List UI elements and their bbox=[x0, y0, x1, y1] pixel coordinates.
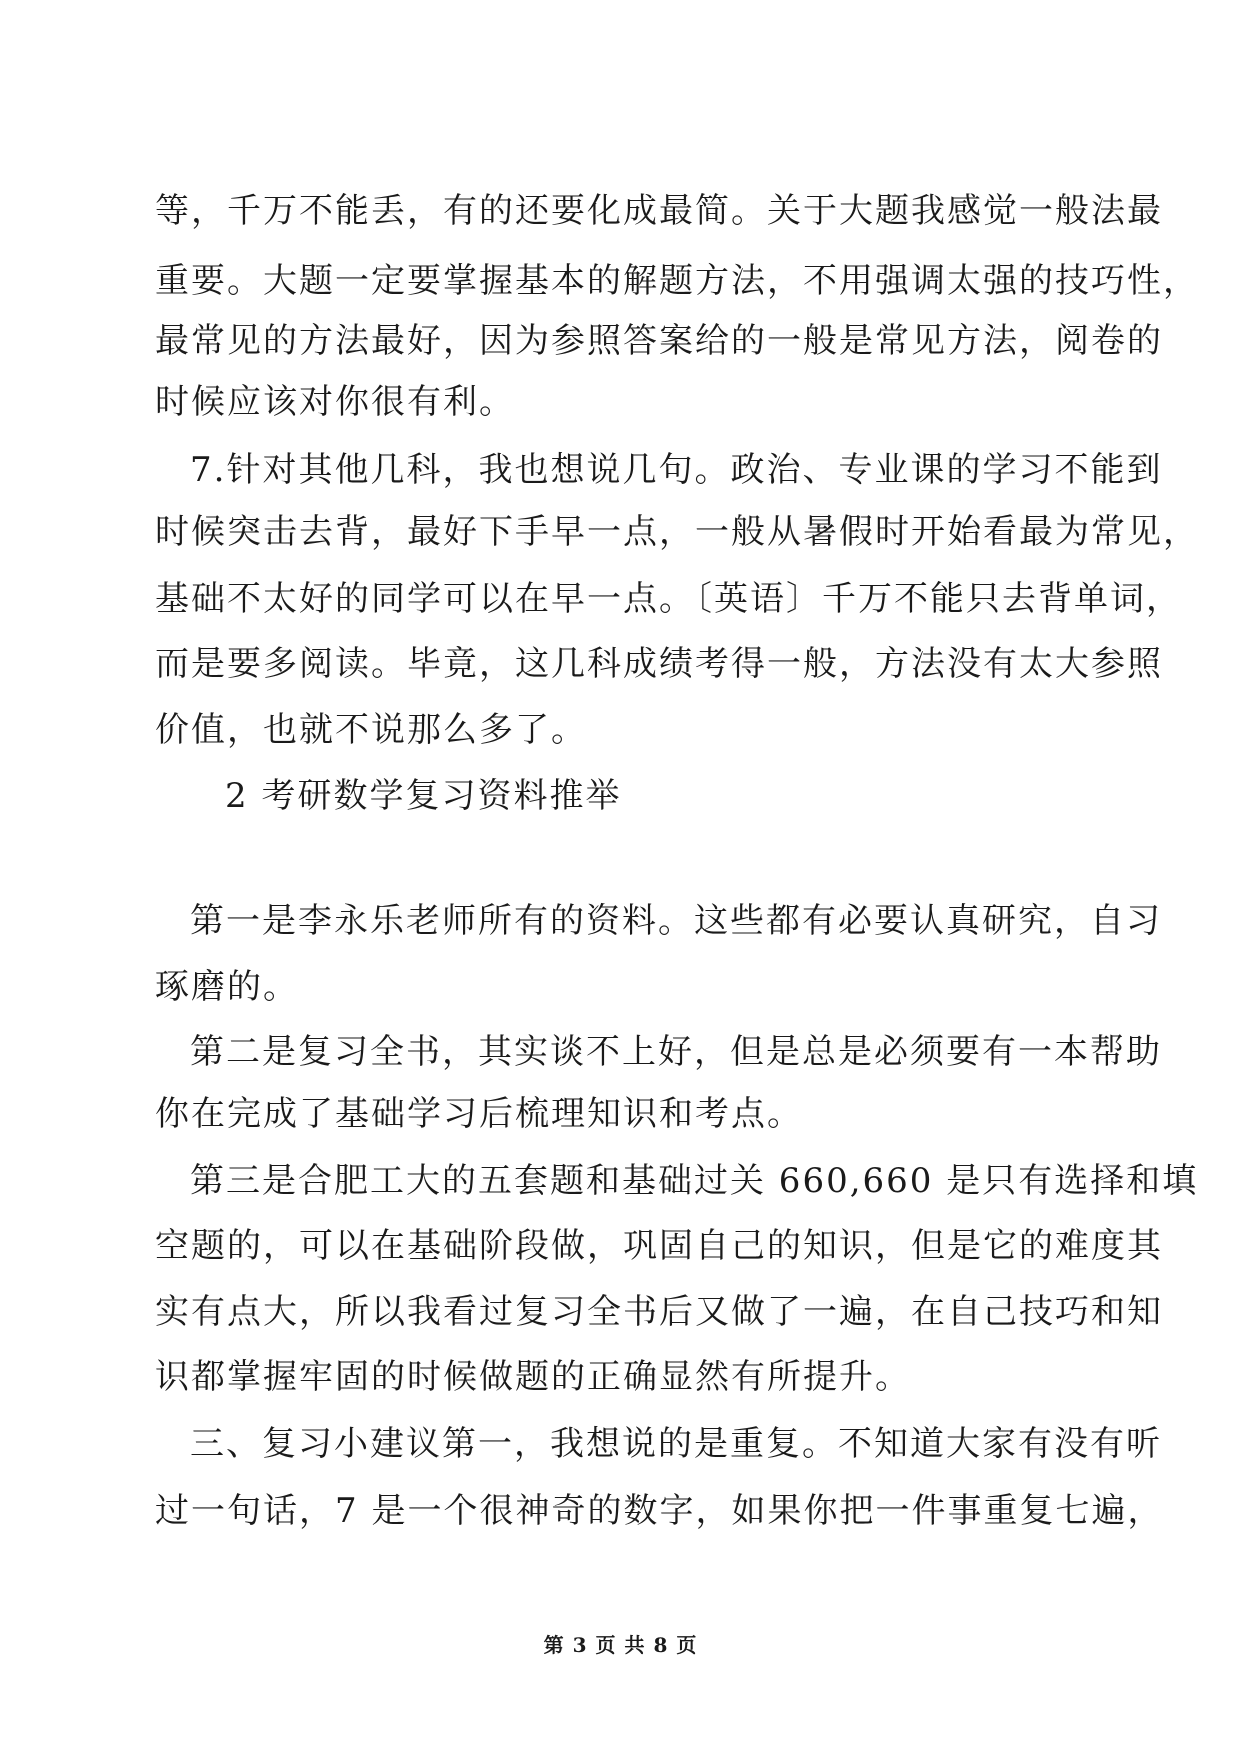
body-text-line: 最常见的方法最好，因为参照答案给的一般是常见方法，阅卷的 bbox=[155, 321, 1163, 361]
body-text-line: 时候应该对你很有利。 bbox=[155, 382, 515, 422]
body-text-line: 第二是复习全书，其实谈不上好，但是总是必须要有一本帮助 bbox=[190, 1032, 1162, 1072]
body-text-line: 第一是李永乐老师所有的资料。这些都有必要认真研究，自习 bbox=[190, 901, 1162, 941]
body-text-line: 等，千万不能丢，有的还要化成最简。关于大题我感觉一般法最 bbox=[155, 191, 1163, 231]
body-text-line: 你在完成了基础学习后梳理知识和考点。 bbox=[155, 1094, 803, 1134]
body-text-line: 7.针对其他几科，我也想说几句。政治、专业课的学习不能到 bbox=[190, 450, 1163, 490]
body-text-line: 而是要多阅读。毕竟，这几科成绩考得一般，方法没有太大参照 bbox=[155, 644, 1163, 684]
body-text-line: 识都掌握牢固的时候做题的正确显然有所提升。 bbox=[155, 1357, 911, 1397]
body-text-line: 琢磨的。 bbox=[155, 967, 299, 1007]
body-text-line: 第三是合肥工大的五套题和基础过关 660,660 是只有选择和填 bbox=[190, 1161, 1199, 1201]
section-heading: 2 考研数学复习资料推举 bbox=[225, 776, 622, 816]
body-text-line: 时候突击去背，最好下手早一点，一般从暑假时开始看最为常见， bbox=[155, 512, 1199, 552]
body-text-line: 价值，也就不说那么多了。 bbox=[155, 710, 587, 750]
body-text-line: 重要。大题一定要掌握基本的解题方法，不用强调太强的技巧性， bbox=[155, 261, 1199, 301]
body-text-line: 实有点大，所以我看过复习全书后又做了一遍，在自己技巧和知 bbox=[155, 1292, 1163, 1332]
body-text-line: 基础不太好的同学可以在早一点。〔英语〕千万不能只去背单词， bbox=[155, 579, 1182, 619]
body-text-line: 空题的，可以在基础阶段做，巩固自己的知识，但是它的难度其 bbox=[155, 1226, 1163, 1266]
page-footer: 第 3 页 共 8 页 bbox=[543, 1633, 698, 1657]
body-text-line: 三、复习小建议第一，我想说的是重复。不知道大家有没有听 bbox=[190, 1424, 1162, 1464]
body-text-line: 过一句话，7 是一个很神奇的数字，如果你把一件事重复七遍， bbox=[155, 1491, 1164, 1531]
